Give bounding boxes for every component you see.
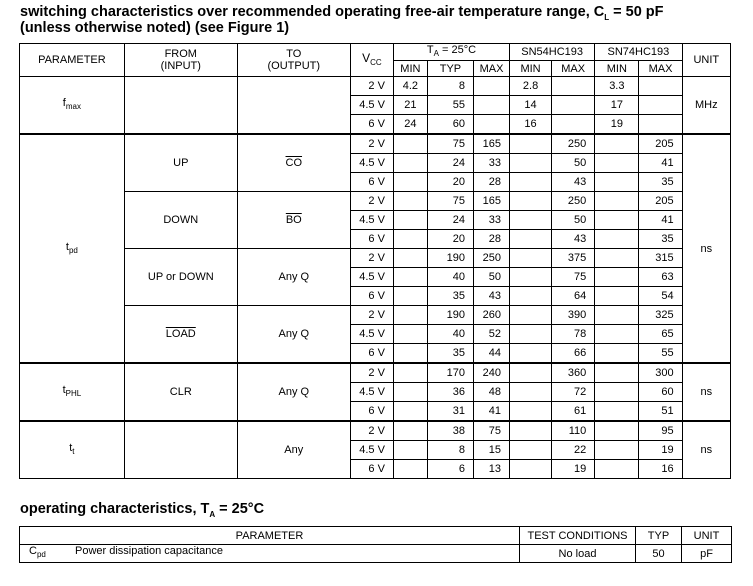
vcc-cell: 4.5 V [350,325,393,344]
typ-cell: 31 [427,402,473,422]
typ-cell: 38 [427,421,473,441]
from-label: UP [173,157,189,170]
op-test-cell: No load [520,545,636,563]
sn54-min-cell [509,363,551,383]
to-cell [237,421,350,479]
typ-cell: 60 [427,115,473,135]
sn54-min-cell [509,344,551,364]
sn74-max-cell: 19 [639,441,682,460]
sn54-min-cell [509,441,551,460]
from-label: UP or DOWN [147,271,214,284]
vcc-cell: 6 V [350,344,393,364]
typ-cell: 190 [427,249,473,268]
min-cell [393,154,427,173]
from-label: CLR [169,386,192,399]
to-cell [237,192,350,249]
from-cell [124,192,237,249]
max-cell: 15 [474,441,510,460]
operating-characteristics-table [19,526,732,563]
header-vcc-v: V [362,50,371,65]
header-ta-sub: A [433,49,439,59]
sn54-max-cell: 360 [552,363,595,383]
sn74-min-cell [595,402,639,422]
vcc-cell: 2 V [350,421,393,441]
vcc-cell: 6 V [350,230,393,249]
sn74-min-cell [595,441,639,460]
vcc-cell: 4.5 V [350,441,393,460]
sn74-min-cell [595,268,639,287]
sn74-min-cell: 19 [595,115,639,135]
op-param-cell: $C_{pd}$ Power dissipation capacitance [20,545,520,563]
vcc-cell: 2 V [350,134,393,154]
vcc-cell: 2 V [350,77,393,96]
typ-cell: 20 [427,173,473,192]
sn74-max-cell: 65 [639,325,682,344]
from-cell [124,363,237,421]
sn74-max-cell [639,96,682,115]
table-row [20,249,731,268]
vcc-cell: 6 V [350,287,393,306]
header-from [124,44,237,77]
sn54-max-cell: 110 [552,421,595,441]
param-subscript: t [72,447,75,457]
from-cell [124,249,237,306]
param-cell [20,77,125,135]
min-cell [393,173,427,192]
sn54-max-cell: 64 [552,287,595,306]
vcc-cell: 4.5 V [350,268,393,287]
min-cell [393,344,427,364]
min-cell: 24 [393,115,427,135]
sn74-min-cell [595,154,639,173]
typ-cell: 24 [427,154,473,173]
vcc-cell: 2 V [350,249,393,268]
sn54-max-cell: 43 [552,173,595,192]
header-max-4: MAX [552,61,595,77]
max-cell: 50 [474,268,510,287]
max-cell: 48 [474,383,510,402]
from-label: DOWN [163,214,199,227]
from-cell [124,77,237,135]
op-header-typ: TYP [636,527,682,545]
header-to-l2: (OUTPUT) [267,60,321,73]
param-subscript: PHL [65,389,82,399]
header-vcc-sub: CC [370,57,382,67]
typ-cell: 170 [427,363,473,383]
vcc-cell: 6 V [350,173,393,192]
vcc-cell: 2 V [350,192,393,211]
sn54-max-cell: 72 [552,383,595,402]
from-label: LOAD [165,328,196,341]
unit-cell: ns [682,421,730,479]
sn74-min-cell [595,173,639,192]
sn54-max-cell: 250 [552,192,595,211]
sn74-max-cell: 35 [639,230,682,249]
sn54-max-cell [552,96,595,115]
sn54-max-cell [552,77,595,96]
sn54-max-cell: 250 [552,134,595,154]
typ-cell: 40 [427,325,473,344]
sn74-max-cell: 325 [639,306,682,325]
sn74-max-cell: 63 [639,268,682,287]
typ-cell: 24 [427,211,473,230]
sn74-min-cell [595,230,639,249]
header-sn74: SN74HC193 [595,44,682,61]
vcc-cell: 4.5 V [350,154,393,173]
to-label: Any Q [278,386,310,399]
table-row [20,192,731,211]
min-cell [393,192,427,211]
param-symbol: t [65,240,69,253]
max-cell: 43 [474,287,510,306]
sn54-max-cell: 75 [552,268,595,287]
min-cell [393,383,427,402]
switching-characteristics-table [19,43,731,479]
header-max-6: MAX [639,61,682,77]
max-cell: 33 [474,154,510,173]
sn74-max-cell [639,77,682,96]
param-symbol: t [69,442,73,455]
sn54-max-cell: 78 [552,325,595,344]
to-cell [237,363,350,421]
max-cell: 13 [474,460,510,479]
max-cell: 240 [474,363,510,383]
sn54-max-cell: 19 [552,460,595,479]
min-cell: 21 [393,96,427,115]
header-min-5: MIN [595,61,639,77]
to-cell [237,134,350,192]
table-row [20,421,731,441]
sn74-min-cell [595,421,639,441]
header-min-0: MIN [393,61,427,77]
sn74-min-cell: 17 [595,96,639,115]
header-typ-1: TYP [427,61,473,77]
sn74-max-cell: 54 [639,287,682,306]
max-cell: 165 [474,192,510,211]
from-cell [124,134,237,192]
sn54-max-cell: 50 [552,154,595,173]
from-cell [124,306,237,364]
sn54-min-cell: 2.8 [509,77,551,96]
max-cell: 28 [474,173,510,192]
table-row [20,363,731,383]
vcc-cell: 6 V [350,460,393,479]
sn74-min-cell: 3.3 [595,77,639,96]
max-cell [474,115,510,135]
max-cell: 33 [474,211,510,230]
sn74-max-cell: 41 [639,154,682,173]
typ-cell: 8 [427,77,473,96]
vcc-cell: 6 V [350,115,393,135]
min-cell [393,325,427,344]
sn74-min-cell [595,363,639,383]
sn54-min-cell [509,173,551,192]
to-label: $\overline{CO}$ [285,157,303,170]
sn74-max-cell [639,115,682,135]
header-parameter: PARAMETER [20,44,125,77]
max-cell [474,77,510,96]
typ-cell: 8 [427,441,473,460]
sn74-min-cell [595,192,639,211]
min-cell [393,363,427,383]
sn54-min-cell: 14 [509,96,551,115]
sn74-min-cell [595,134,639,154]
param-cell [20,363,125,421]
min-cell [393,230,427,249]
table-row [20,77,731,96]
max-cell: 250 [474,249,510,268]
min-cell: 4.2 [393,77,427,96]
vcc-cell: 2 V [350,363,393,383]
header-sn54: SN54HC193 [509,44,594,61]
param-subscript: pd [68,245,78,255]
sn74-min-cell [595,287,639,306]
sn74-max-cell: 205 [639,134,682,154]
vcc-cell: 4.5 V [350,96,393,115]
typ-cell: 20 [427,230,473,249]
min-cell [393,306,427,325]
to-cell [237,306,350,364]
to-label: $\overline{BO}$ [285,214,302,227]
header-ta-t: T [426,44,434,56]
vcc-cell: 4.5 V [350,211,393,230]
sn74-max-cell: 41 [639,211,682,230]
param-symbol: f [62,97,66,110]
sn54-min-cell [509,230,551,249]
sn54-min-cell [509,192,551,211]
sn54-min-cell [509,383,551,402]
sn74-min-cell [595,383,639,402]
max-cell: 52 [474,325,510,344]
sn54-min-cell [509,306,551,325]
sn54-min-cell: 16 [509,115,551,135]
typ-cell: 40 [427,268,473,287]
sn54-min-cell [509,402,551,422]
to-label: Any Q [278,328,310,341]
max-cell: 165 [474,134,510,154]
sn74-max-cell: 205 [639,192,682,211]
op-typ-cell: 50 [636,545,682,563]
to-cell [237,77,350,135]
sn74-min-cell [595,306,639,325]
header-from-l2: (INPUT) [160,60,201,73]
max-cell: 28 [474,230,510,249]
sn54-max-cell: 66 [552,344,595,364]
sn74-max-cell: 300 [639,363,682,383]
op-header-test: TEST CONDITIONS [520,527,636,545]
min-cell [393,134,427,154]
switching-title: switching characteristics over recommended operating free-air temperature range, $C_L = 50$ pF [20,4,664,22]
sn74-max-cell: 315 [639,249,682,268]
typ-cell: 6 [427,460,473,479]
header-max-2: MAX [474,61,510,77]
sn54-max-cell: 390 [552,306,595,325]
unit-cell: MHz [682,77,730,135]
min-cell [393,421,427,441]
sn74-min-cell [595,344,639,364]
sn54-min-cell [509,421,551,441]
param-cell [20,421,125,479]
sn54-min-cell [509,460,551,479]
sn74-max-cell: 55 [639,344,682,364]
typ-cell: 35 [427,287,473,306]
typ-cell: 36 [427,383,473,402]
header-to-l1: TO [286,48,302,61]
header-from-l1: FROM [164,48,197,61]
typ-cell: 190 [427,306,473,325]
max-cell: 41 [474,402,510,422]
min-cell [393,268,427,287]
min-cell [393,441,427,460]
min-cell [393,249,427,268]
to-label: Any Q [278,271,310,284]
operating-title: operating characteristics, $T_A = 25^\circ C$ [20,501,265,519]
header-unit: UNIT [682,44,730,77]
switching-title-line2: (unless otherwise noted) (see Figure 1) [20,20,290,36]
sn74-min-cell [595,249,639,268]
sn74-min-cell [595,211,639,230]
header-to [237,44,350,77]
min-cell [393,402,427,422]
sn54-max-cell: 61 [552,402,595,422]
sn54-max-cell: 50 [552,211,595,230]
typ-cell: 75 [427,192,473,211]
from-cell [124,421,237,479]
to-label: Any [284,444,304,457]
param-subscript: max [65,102,81,112]
op-header-parameter: PARAMETER [20,527,520,545]
op-header-unit: UNIT [682,527,732,545]
sn54-max-cell [552,115,595,135]
sn54-min-cell [509,134,551,154]
table-row [20,134,731,154]
min-cell [393,460,427,479]
typ-cell: 55 [427,96,473,115]
typ-cell: 35 [427,344,473,364]
param-cell [20,134,125,363]
header-ta [393,44,509,61]
sn54-min-cell [509,211,551,230]
sn54-max-cell: 375 [552,249,595,268]
sn54-max-cell: 43 [552,230,595,249]
sn74-max-cell: 60 [639,383,682,402]
header-ta-tail: = 25°C [438,44,477,56]
to-cell [237,249,350,306]
max-cell [474,96,510,115]
sn74-min-cell [595,325,639,344]
sn74-max-cell: 95 [639,421,682,441]
unit-cell: ns [682,134,730,363]
op-unit-cell: pF [682,545,732,563]
param-symbol: t [62,384,66,397]
min-cell [393,211,427,230]
sn54-min-cell [509,154,551,173]
vcc-cell: 2 V [350,306,393,325]
header-vcc [350,44,393,77]
max-cell: 44 [474,344,510,364]
sn54-min-cell [509,268,551,287]
sn54-max-cell: 22 [552,441,595,460]
sn54-min-cell [509,325,551,344]
sn54-min-cell [509,287,551,306]
typ-cell: 75 [427,134,473,154]
max-cell: 260 [474,306,510,325]
unit-cell: ns [682,363,730,421]
vcc-cell: 4.5 V [350,383,393,402]
sn74-min-cell [595,460,639,479]
table-row [20,306,731,325]
vcc-cell: 6 V [350,402,393,422]
sn54-min-cell [509,249,551,268]
sn74-max-cell: 16 [639,460,682,479]
min-cell [393,287,427,306]
sn74-max-cell: 51 [639,402,682,422]
max-cell: 75 [474,421,510,441]
sn74-max-cell: 35 [639,173,682,192]
header-min-3: MIN [509,61,551,77]
